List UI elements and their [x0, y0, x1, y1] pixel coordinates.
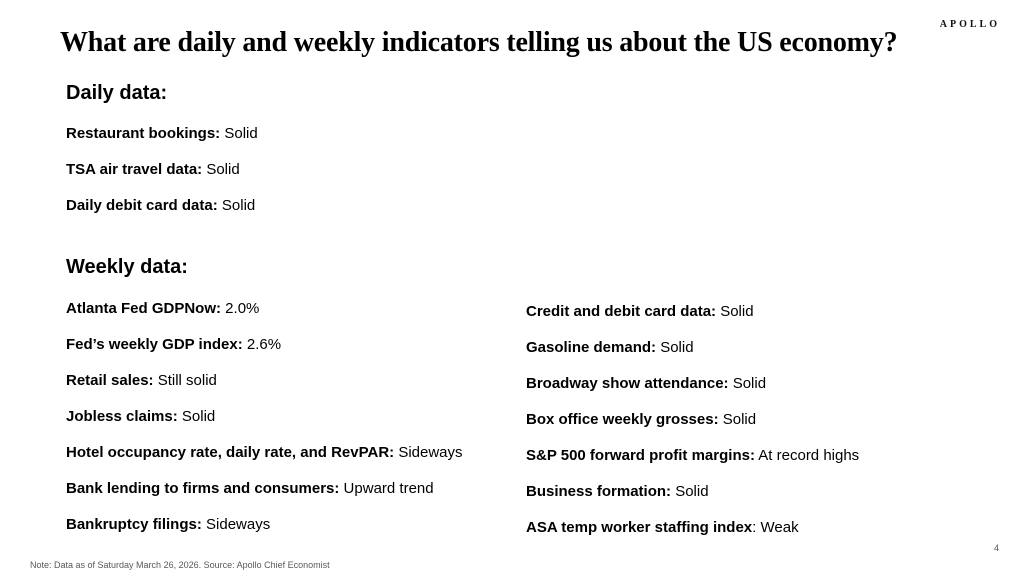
indicator-label: Gasoline demand: — [526, 339, 657, 356]
indicator-label: Restaurant bookings: — [66, 125, 221, 142]
indicator-value: At record highs — [754, 447, 860, 464]
indicator-label: Box office weekly grosses: — [526, 411, 719, 428]
indicator-jobless-claims — [66, 409, 463, 425]
indicator-tsa-air-travel — [66, 162, 258, 178]
indicator-fed-weekly-gdp-index — [66, 337, 463, 353]
indicator-label: Credit and debit card data: — [526, 303, 717, 320]
indicator-value: Still solid — [153, 372, 217, 389]
weekly-data-heading: Weekly data: — [66, 256, 188, 278]
weekly-items-right-column — [526, 304, 859, 556]
indicator-value: Solid — [718, 411, 757, 428]
indicator-label: Broadway show attendance: — [526, 375, 729, 392]
indicator-label: Bank lending to firms and consumers: — [66, 480, 340, 497]
indicator-value: 2.0% — [221, 300, 260, 317]
indicator-daily-debit-card — [66, 198, 258, 214]
indicator-value: Solid — [656, 339, 694, 356]
indicator-value: Solid — [177, 408, 216, 425]
indicator-retail-sales — [66, 373, 463, 389]
daily-data-heading: Daily data: — [66, 82, 168, 104]
daily-items-list — [66, 126, 258, 234]
indicator-gasoline-demand — [526, 340, 859, 356]
indicator-label: Hotel occupancy rate, daily rate, and RevPAR: — [66, 444, 395, 461]
indicator-credit-debit-card — [526, 304, 859, 320]
indicator-bankruptcy-filings — [66, 517, 463, 533]
indicator-label: S&P 500 forward profit margins: — [526, 447, 755, 464]
indicator-box-office-grosses — [526, 412, 859, 428]
indicator-value: Solid — [728, 375, 767, 392]
indicator-label: Bankruptcy filings: — [66, 516, 202, 533]
indicator-value: Solid — [716, 303, 754, 320]
indicator-value: Solid — [671, 483, 709, 500]
indicator-value: Solid — [217, 197, 256, 214]
indicator-hotel-occupancy-revpar — [66, 445, 463, 461]
indicator-label: ASA temp worker staffing index — [526, 519, 753, 536]
indicator-value: Solid — [202, 161, 240, 178]
footer-note: Note: Data as of Saturday March 26, 2026. Source: Apollo Chief Economist — [30, 560, 330, 570]
indicator-label: Retail sales: — [66, 372, 154, 389]
indicator-label: Business formation: — [526, 483, 672, 500]
indicator-atlanta-fed-gdpnow — [66, 301, 463, 317]
indicator-business-formation — [526, 484, 859, 500]
apollo-logo: APOLLO — [939, 19, 1000, 30]
indicator-label: Daily debit card data: — [66, 197, 218, 214]
indicator-bank-lending — [66, 481, 463, 497]
weekly-data-section — [66, 254, 188, 280]
weekly-items-left-column — [66, 301, 463, 553]
indicator-label: TSA air travel data: — [66, 161, 203, 178]
indicator-value: Solid — [220, 125, 258, 142]
indicator-sp500-profit-margins — [526, 448, 859, 464]
page-number: 4 — [993, 543, 999, 553]
indicator-asa-temp-staffing — [526, 520, 859, 536]
slide-title: What are daily and weekly indicators telling us about the US economy? — [60, 27, 898, 58]
indicator-label: Atlanta Fed GDPNow: — [66, 300, 222, 317]
indicator-value: Sideways — [394, 444, 463, 461]
indicator-label: Jobless claims: — [66, 408, 178, 425]
indicator-value: Upward trend — [339, 480, 434, 497]
indicator-broadway-attendance — [526, 376, 859, 392]
indicator-value: Sideways — [201, 516, 271, 533]
indicator-value: 2.6% — [242, 336, 282, 353]
indicator-restaurant-bookings — [66, 126, 258, 142]
daily-data-section — [66, 80, 167, 106]
indicator-label: Fed’s weekly GDP index: — [66, 336, 243, 353]
indicator-value: : Weak — [752, 519, 799, 536]
